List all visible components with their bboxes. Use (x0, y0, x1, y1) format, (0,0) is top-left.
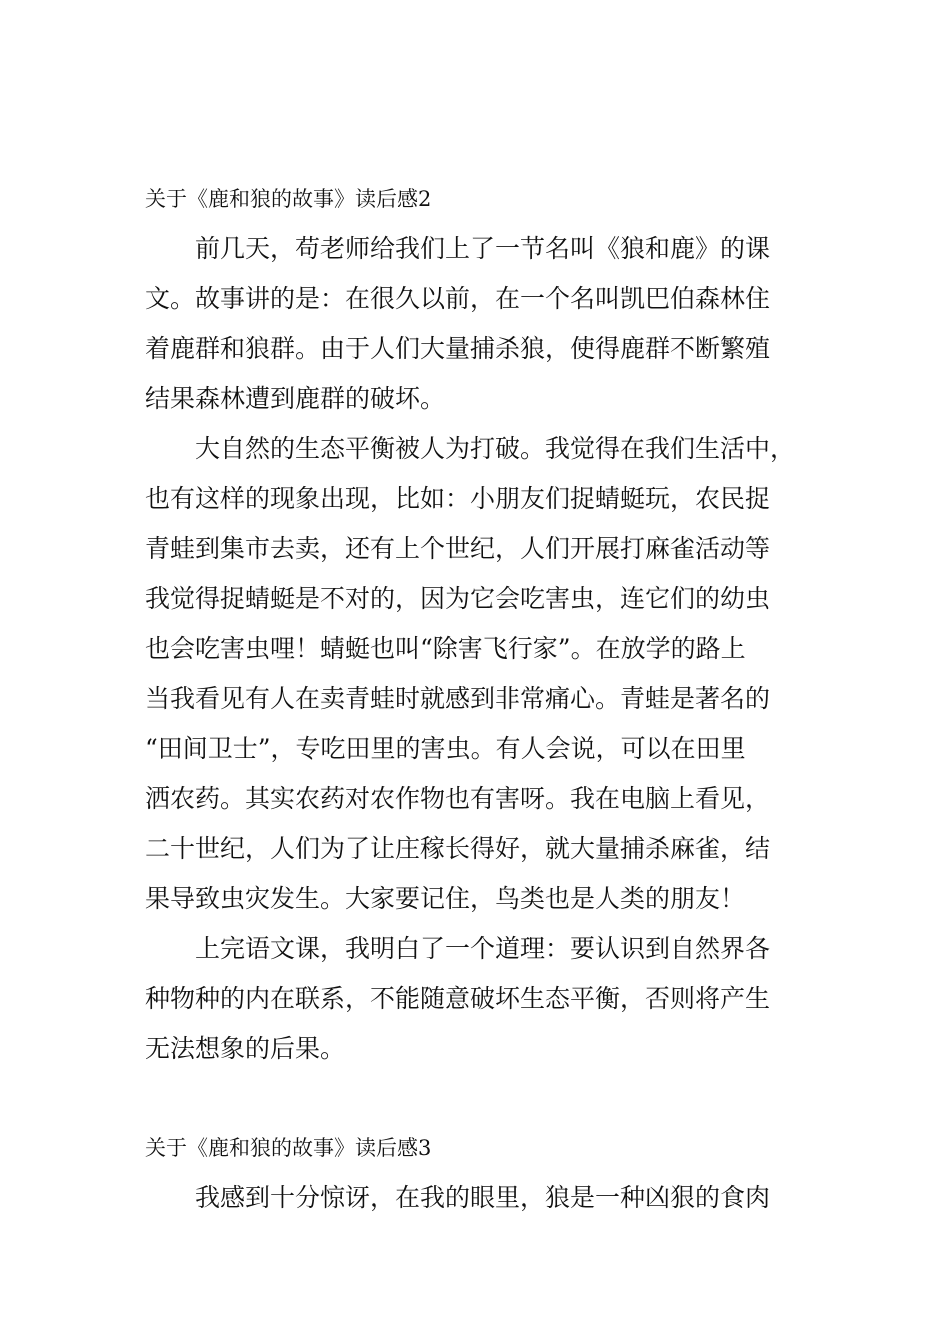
section-2-line: 洒农药。其实农药对农作物也有害呀。我在电脑上看见， (145, 784, 771, 813)
section-2-line: 也有这样的现象出现，比如：小朋友们捉蜻蜓玩，农民捉 (145, 484, 771, 513)
section-2-line: 上完语文课，我明白了一个道理：要认识到自然界各 (145, 934, 771, 963)
section-2-line: 着鹿群和狼群。由于人们大量捕杀狼，使得鹿群不断繁殖 (145, 334, 771, 363)
section-2-line: 种物种的内在联系，不能随意破坏生态平衡，否则将产生 (145, 984, 771, 1013)
section-2-line: 结果森林遭到鹿群的破坏。 (145, 384, 446, 413)
section-2-title: 关于《鹿和狼的故事》读后感2 (145, 187, 432, 211)
section-2-line: 我觉得捉蜻蜓是不对的，因为它会吃害虫，连它们的幼虫 (145, 584, 771, 613)
section-2-line: 也会吃害虫哩！蜻蜓也叫“除害飞行家”。在放学的路上 (145, 634, 746, 663)
section-2-line: 文。故事讲的是：在很久以前，在一个名叫凯巴伯森林住 (145, 284, 771, 313)
section-2-line: 果导致虫灾发生。大家要记住，鸟类也是人类的朋友！ (145, 884, 746, 913)
section-2-line: 前几天，苟老师给我们上了一节名叫《狼和鹿》的课 (145, 234, 771, 263)
section-2-line: “田间卫士”，专吃田里的害虫。有人会说，可以在田里 (145, 734, 746, 763)
section-2-line: 二十世纪，人们为了让庄稼长得好，就大量捕杀麻雀，结 (145, 834, 771, 863)
section-2-line: 青蛙到集市去卖，还有上个世纪，人们开展打麻雀活动等 (145, 534, 771, 563)
section-3-line: 我感到十分惊讶，在我的眼里，狼是一种凶狠的食肉 (145, 1183, 771, 1212)
section-2-line: 无法想象的后果。 (145, 1034, 346, 1063)
section-2-line: 大自然的生态平衡被人为打破。我觉得在我们生活中， (145, 434, 796, 463)
section-2-line: 当我看见有人在卖青蛙时就感到非常痛心。青蛙是著名的 (145, 684, 771, 713)
section-3-title: 关于《鹿和狼的故事》读后感3 (145, 1136, 432, 1160)
